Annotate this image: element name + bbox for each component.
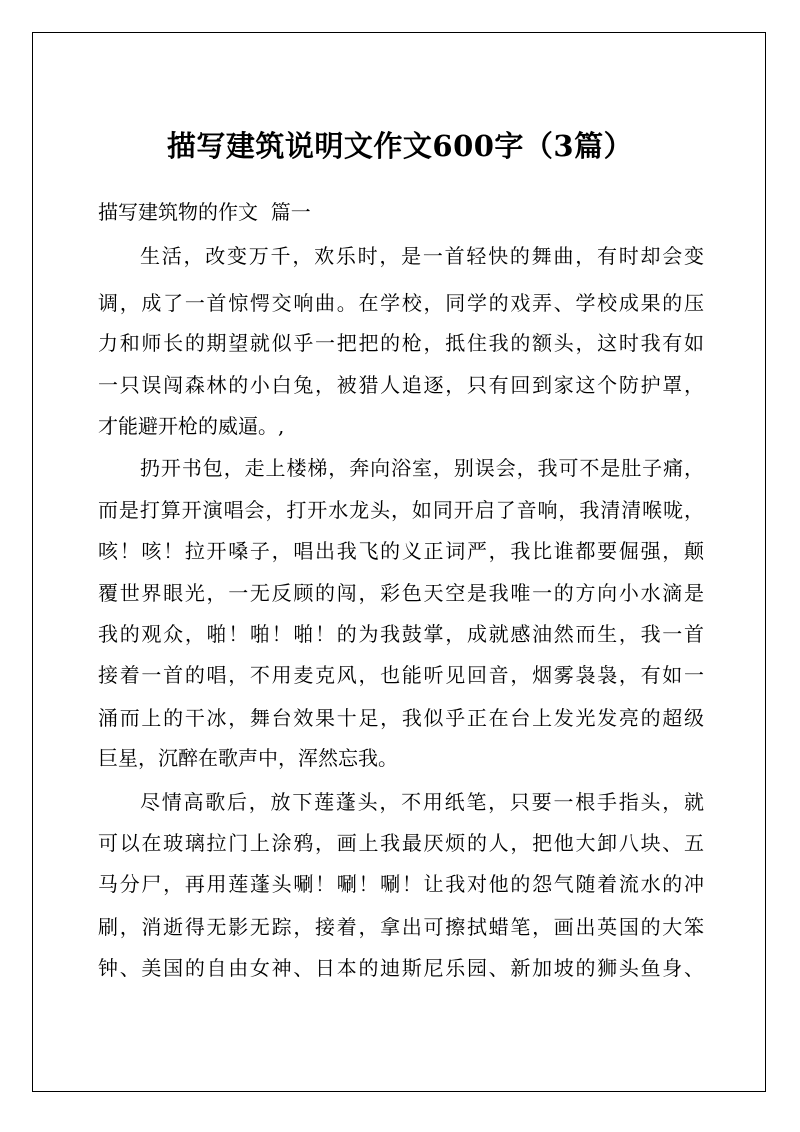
text-line: 我的观众，啪！啪！啪！的为我鼓掌，成就感油然而生，我一首	[98, 622, 704, 646]
text-line: 调，成了一首惊愕交响曲。在学校，同学的戏弄、学校成果的压	[98, 291, 704, 315]
text-line: 力和师长的期望就似乎一把把的枪，抵住我的额头，这时我有如	[98, 331, 704, 355]
text-line: 咳！咳！拉开嗓子，唱出我飞的义正词严，我比谁都要倔强，颠	[98, 539, 704, 563]
text-line: 钟、美国的自由女神、日本的迪斯尼乐园、新加坡的狮头鱼身、	[98, 956, 704, 980]
text-line: 接着一首的唱，不用麦克风，也能听见回音，烟雾袅袅，有如一	[98, 663, 704, 687]
text-line: 刷，消逝得无影无踪，接着，拿出可擦拭蜡笔，画出英国的大笨	[98, 915, 704, 939]
text-line: 扔开书包，走上楼梯，奔向浴室，别误会，我可不是肚子痛，	[140, 456, 704, 480]
text-line: 覆世界眼光，一无反顾的闯，彩色天空是我唯一的方向小水滴是	[98, 581, 704, 605]
text-line: 马分尸，再用莲蓬头唰！唰！唰！让我对他的怨气随着流水的冲	[98, 872, 704, 896]
text-line: 可以在玻璃拉门上涂鸦，画上我最厌烦的人，把他大卸八块、五	[98, 831, 704, 855]
text-line: 一只误闯森林的小白兔，被猎人追逐，只有回到家这个防护罩，	[98, 373, 704, 397]
section-heading: 描写建筑物的作文 篇一	[98, 200, 311, 224]
text-line: 巨星，沉醉在歌声中，浑然忘我。	[98, 746, 398, 770]
document-title: 描写建筑说明文作文600字（3篇）	[166, 129, 634, 163]
text-line: 而是打算开演唱会，打开水龙头，如同开启了音响，我清清喉咙，	[98, 498, 704, 522]
text-line: 涌而上的干冰，舞台效果十足，我似乎正在台上发光发亮的超级	[98, 706, 704, 730]
text-line: 尽情高歌后，放下莲蓬头，不用纸笔，只要一根手指头，就	[140, 790, 704, 814]
text-line: 才能避开枪的威逼。,	[98, 414, 285, 438]
text-line: 生活，改变万千，欢乐时，是一首轻快的舞曲，有时却会变	[140, 244, 704, 268]
